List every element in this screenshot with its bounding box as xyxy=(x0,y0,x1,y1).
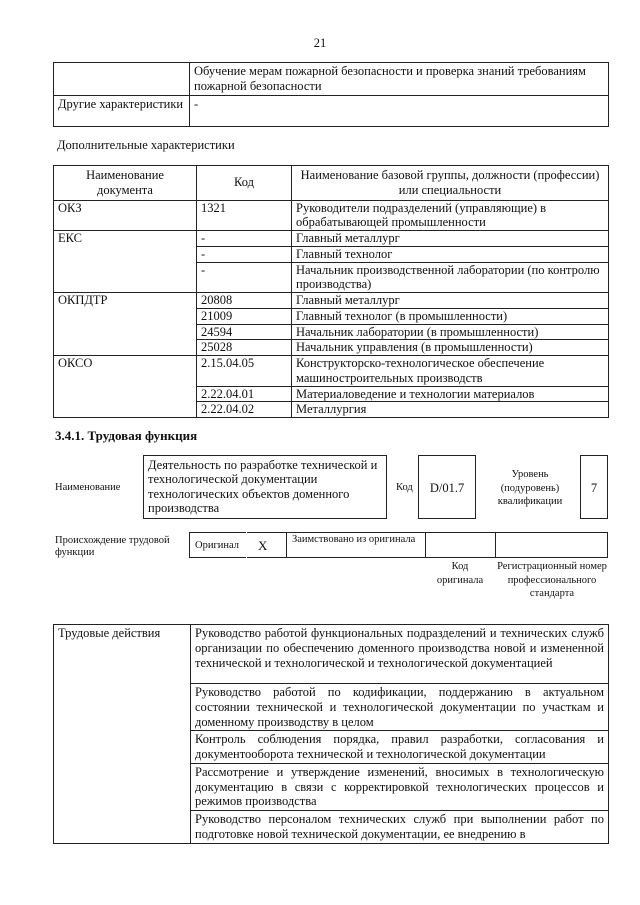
row-value: Обучение мерам пожарной безопасности и проверка знаний требованиям пожарной безопасности xyxy=(190,63,609,96)
name-cell: Руководители подразделений (управляющие) в обрабатывающей промышленности xyxy=(292,200,609,231)
reg-number-label: Регистрационный номер профессионального стандарта xyxy=(497,561,607,600)
origin-divider xyxy=(495,532,496,558)
labor-function-heading: 3.4.1. Трудовая функция xyxy=(55,428,198,443)
code-cell: 21009 xyxy=(197,308,292,324)
original-label: Оригинал xyxy=(195,540,239,551)
code-cell: 2.22.04.01 xyxy=(197,386,292,402)
code-value-box: D/01.7 xyxy=(418,455,476,519)
doc-cell: ОКСО xyxy=(54,356,197,418)
level-label: Уровень (подуровень) квалификации xyxy=(497,469,563,508)
origin-divider xyxy=(425,532,426,558)
borrowed-label: Заимствовано из оригинала xyxy=(292,534,416,545)
code-cell: 1321 xyxy=(197,200,292,231)
code-cell: 2.22.04.02 xyxy=(197,402,292,418)
origin-divider xyxy=(286,532,287,558)
name-cell: Начальник лаборатории (в промышленности) xyxy=(292,324,609,340)
origin-divider-gap xyxy=(246,532,247,558)
additional-characteristics-title: Дополнительные характеристики xyxy=(57,138,235,152)
table-row xyxy=(54,356,609,387)
row-label xyxy=(54,63,190,96)
table-row xyxy=(54,95,609,126)
name-cell: Главный технолог (в промышленности) xyxy=(292,308,609,324)
name-cell: Конструкторско-технологическое обеспечение машиностроительных производств xyxy=(292,356,609,387)
name-cell: Материаловедение и технологии материалов xyxy=(292,386,609,402)
level-value-box: 7 xyxy=(580,455,608,519)
table-row xyxy=(54,231,609,247)
table-header-row xyxy=(54,166,609,201)
code-cell: - xyxy=(197,231,292,247)
code-label: Код xyxy=(396,482,413,493)
code-cell: - xyxy=(197,246,292,262)
labor-action-item: Руководство работой функциональных подразделений и технических служб организации по обеспечению доменного производства новой и измененной технической и технологической и технологической документацией xyxy=(191,625,609,684)
function-name-box: Деятельность по разработке технической и технологической документации технологических объектов доменного производства xyxy=(143,455,387,519)
header-code: Код xyxy=(197,166,292,201)
table-row xyxy=(54,293,609,309)
header-name: Наименование базовой группы, должности (профессии) или специальности xyxy=(292,166,609,201)
origin-label: Происхождение трудовой функции xyxy=(55,535,170,559)
labor-actions-label: Трудовые действия xyxy=(54,625,191,844)
original-mark: X xyxy=(258,538,268,553)
table-row xyxy=(54,63,609,96)
code-cell: 2.15.04.05 xyxy=(197,356,292,387)
top-table xyxy=(53,62,609,127)
labor-action-item: Контроль соблюдения порядка, правил разработки, согласования и документооборота технической и технологической документации xyxy=(191,731,609,764)
page-number: 21 xyxy=(313,36,327,50)
row-label: Другие характеристики xyxy=(54,95,190,126)
code-cell: 24594 xyxy=(197,324,292,340)
name-cell: Главный технолог xyxy=(292,246,609,262)
additional-characteristics-table xyxy=(53,165,609,418)
table-row xyxy=(54,625,609,684)
doc-cell: ЕКС xyxy=(54,231,197,293)
table-row xyxy=(54,200,609,231)
name-cell: Начальник производственной лаборатории (по контролю производства) xyxy=(292,262,609,293)
doc-cell: ОКЗ xyxy=(54,200,197,231)
labor-action-item: Рассмотрение и утверждение изменений, вносимых в технологическую документацию в связи с корректировкой технологических процессов и режимов производства xyxy=(191,763,609,810)
name-cell: Главный металлург xyxy=(292,231,609,247)
header-document: Наименование документа xyxy=(54,166,197,201)
labor-actions-table xyxy=(53,624,609,844)
name-cell: Металлургия xyxy=(292,402,609,418)
name-label: Наименование xyxy=(55,482,121,493)
labor-action-item: Руководство персоналом технических служб при выполнении работ по подготовке новой технической документации, ее внедрению в xyxy=(191,811,609,844)
name-cell: Начальник управления (в промышленности) xyxy=(292,340,609,356)
code-cell: - xyxy=(197,262,292,293)
row-value: - xyxy=(190,95,609,126)
name-cell: Главный металлург xyxy=(292,293,609,309)
labor-action-item: Руководство работой по кодификации, поддержанию в актуальном состоянии технической и технологической документации по участкам и доменному производству в целом xyxy=(191,684,609,731)
code-cell: 25028 xyxy=(197,340,292,356)
doc-cell: ОКПДТР xyxy=(54,293,197,356)
origin-code-label: Код оригинала xyxy=(436,561,484,586)
code-cell: 20808 xyxy=(197,293,292,309)
